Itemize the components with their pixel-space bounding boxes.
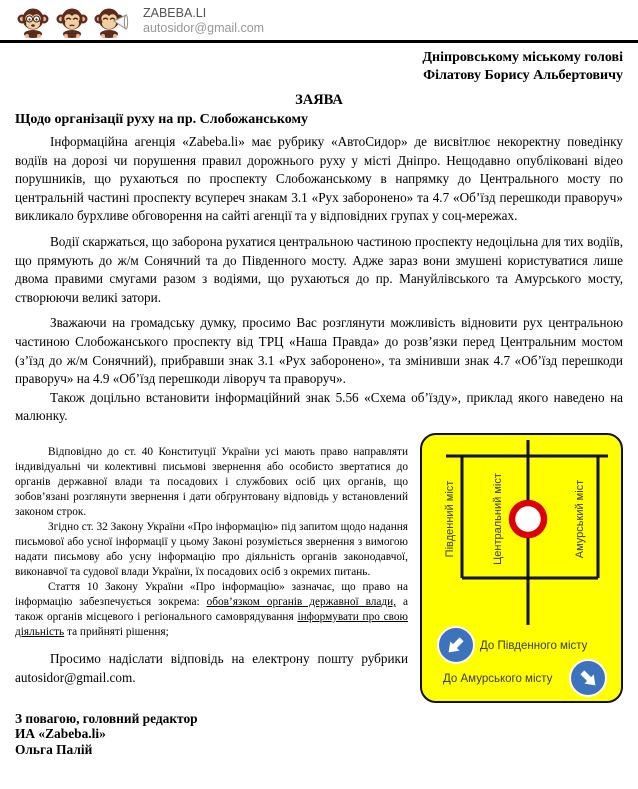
subject-line: Щодо організації руху на пр. Слобожанському — [15, 112, 309, 127]
addressee-line-1: Дніпровському міському голові — [422, 50, 623, 65]
monkey-frowning-icon — [54, 6, 90, 38]
signature-block — [15, 711, 623, 758]
arrow-down-left-sign-icon — [438, 627, 474, 663]
content-columns — [15, 433, 623, 703]
paragraph: Також доцільно встановити інформаційний знак 5.56 «Схема об’їзду», приклад якого наведено на малюнку. — [15, 389, 623, 424]
brand-name: ZABEBA.LI — [143, 6, 207, 20]
header — [15, 6, 623, 38]
signature-line: Ольга Палій — [15, 741, 93, 757]
main-paragraphs — [15, 133, 623, 426]
paragraph: Водії скаржаться, що заборона рухатися центральною частиною проспекту недоцільна для тих водіїв, що прямують до ж/м Сонячний та до Південного мосту. Адже зараз вони змушені користуватися лише двома правими смугами разом з водіями, що рухаються до пр. Мануйлівського та Амурського мосту, створюючи великі затори. — [15, 233, 623, 305]
scheme-column — [420, 433, 623, 703]
label-amurskyi-mist: Амурський міст — [574, 479, 586, 559]
legal-paragraphs — [15, 445, 408, 640]
legal-paragraph: Згідно ст. 32 Закону України «Про інформацію» під запитом щодо надання письмової або усної інформації у цьому Законі розуміється звернення з вимогою надати письмову або усну інформацію про діяльність органів законодавчої, виконавчої та судової влади України, їх посадових осіб з окремих питань. — [15, 520, 408, 578]
monkey-startled-icon — [15, 6, 51, 38]
detour-scheme-sign — [420, 433, 623, 703]
label-pivdennyi-mist: Південний міст — [444, 480, 456, 558]
label-tsentralnyi-mist: Центральний міст — [492, 473, 504, 565]
agency-logo — [15, 6, 129, 38]
closing-paragraph: Просимо надіслати відповідь на електрону пошту рубрики autosidor@gmail.com. — [15, 650, 408, 685]
no-entry-ring-icon — [512, 503, 544, 535]
legal-column — [15, 433, 408, 703]
monkey-megaphone-icon — [93, 6, 129, 38]
brand-email: autosidor@gmail.com — [143, 21, 265, 35]
paragraph: Зважаючи на громадську думку, просимо Вас розглянути можливість відновити рух центральною частиною Слобожанського проспекту від ТРЦ «Наша Правда» до розв’язки перед Центральним мостом (з’їзд до ж/м Сонячний), прибравши знак 3.1 «Рух заборонено», та змінивши знак 4.7 «Об’їзд перешкоди праворуч» на 4.9 «Об’їзд перешкоди ліворуч та праворуч». — [15, 315, 623, 387]
label-to-south: До Південного місту — [480, 639, 588, 652]
arrow-down-right-sign-icon — [570, 660, 606, 696]
header-divider — [0, 40, 638, 43]
addressee-block — [15, 49, 623, 84]
label-to-amur: До Амурського місту — [443, 672, 553, 685]
document-title: ЗАЯВА — [295, 92, 343, 108]
detour-scheme-drawing — [422, 435, 621, 701]
brand-block — [143, 6, 264, 38]
signature-line: З повагою, головний редактор — [15, 710, 198, 726]
addressee-line-2: Філатову Борису Альбертовичу — [423, 67, 623, 83]
signature-line: ИА «Zabeba.li» — [15, 726, 106, 742]
paragraph: Інформаційна агенція «Zabeba.li» має рубрику «АвтоСидор» де висвітлює некоректну поведінку водіїв на дорозі чи порушення правил дорожнього руху у місті Дніпро. Нещодавно опубліковані відео порушників, що рухаються по проспекту Слобожанському в напрямку до Центрального мосту по центральній частині проспекту всупереч знакам 3.1 «Рух заборонено» та 4.7 «Об’їзд перешкоди праворуч» викликало бурхливе обговорення на сайті агенції та у відповідних групах у соц-мережах. — [15, 134, 623, 224]
legal-paragraph: Відповідно до ст. 40 Конституції України усі мають право направляти індивідуальні чи колективні письмові звернення або особисто звертатися до органів державної влади та посадових і службових осіб цих органів, що зобов’язані розглянути звернення і дати обґрунтовану відповідь у встановлений законом строк. — [15, 445, 408, 518]
legal-paragraph: Стаття 10 Закону України «Про інформацію» зазначає, що право на інформацію забезпечується зокрема: обов’язком органів державної влади, а також органів місцевого і регіонального самоврядування інформувати про свою діяльність та прийняті рішення; — [15, 580, 408, 638]
